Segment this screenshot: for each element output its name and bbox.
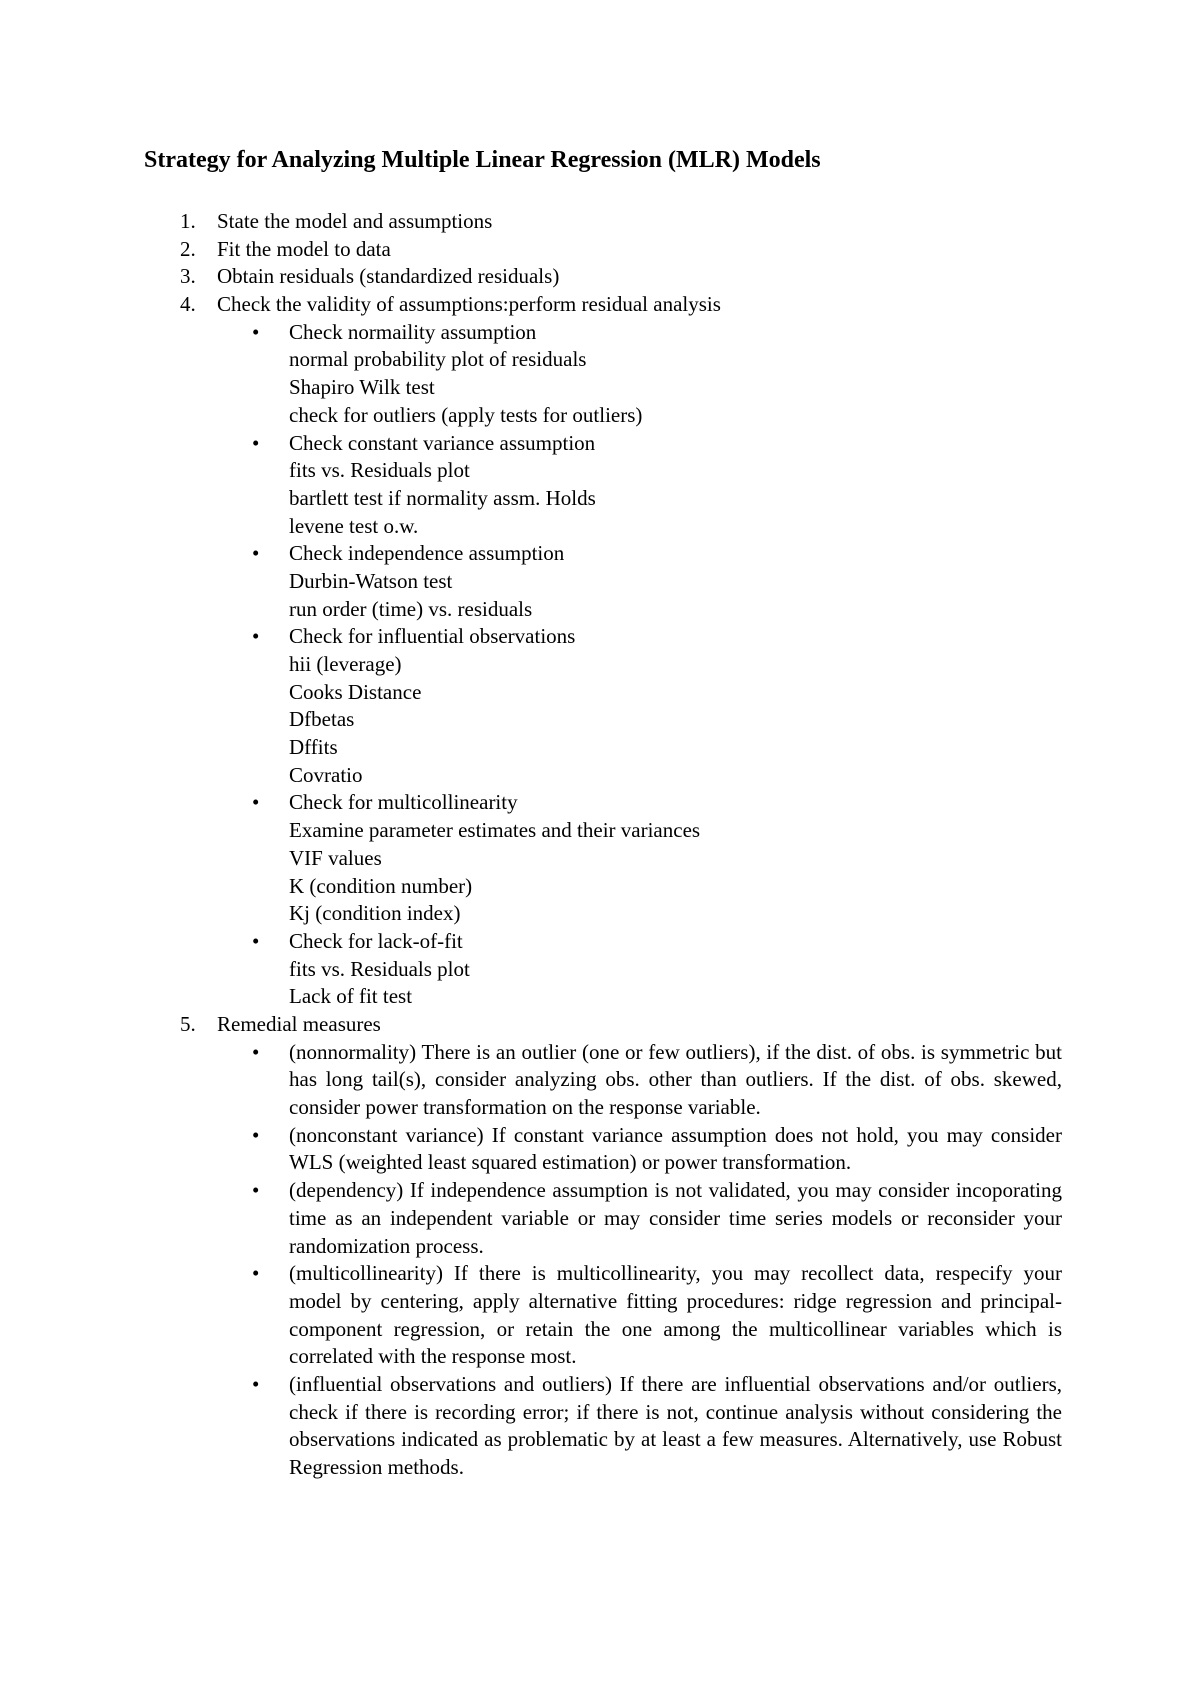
check-group-constant-variance bbox=[0, 430, 1200, 541]
check-item bbox=[0, 956, 1200, 984]
remedy-item bbox=[252, 1371, 1062, 1482]
step-text: Check the validity of assumptions:perform residual analysis bbox=[217, 292, 721, 317]
check-heading bbox=[0, 319, 1200, 347]
bullet-icon: • bbox=[252, 319, 260, 344]
remedy-item bbox=[252, 1177, 1062, 1260]
bullet-icon: • bbox=[252, 1039, 260, 1064]
check-group-lack-of-fit bbox=[0, 928, 1200, 1011]
check-item-text: Dfbetas bbox=[289, 707, 355, 732]
step-5 bbox=[0, 1011, 1200, 1039]
check-heading bbox=[0, 623, 1200, 651]
check-item bbox=[0, 402, 1200, 430]
check-item bbox=[0, 485, 1200, 513]
step-number: 1. bbox=[180, 209, 196, 233]
check-item bbox=[0, 873, 1200, 901]
check-item bbox=[0, 983, 1200, 1011]
check-heading bbox=[0, 789, 1200, 817]
check-item bbox=[0, 568, 1200, 596]
check-heading bbox=[0, 540, 1200, 568]
remedy-text: (nonconstant variance) If constant variance assumption does not hold, you may consider WLS (weighted least squared estimation) or power transformation. bbox=[289, 1122, 1062, 1175]
check-heading-text: Check for lack-of-fit bbox=[289, 928, 463, 953]
check-item-text: Lack of fit test bbox=[289, 984, 413, 1009]
step-number: 5. bbox=[180, 1011, 196, 1036]
bullet-icon: • bbox=[252, 624, 260, 649]
check-group-independence bbox=[0, 540, 1200, 623]
check-group-influential bbox=[0, 623, 1200, 789]
check-heading-text: Check constant variance assumption bbox=[289, 430, 596, 455]
bullet-icon: • bbox=[252, 541, 260, 566]
check-item bbox=[0, 762, 1200, 790]
check-item bbox=[0, 734, 1200, 762]
check-item bbox=[0, 706, 1200, 734]
remedy-text: (nonnormality) There is an outlier (one or few outliers), if the dist. of obs. is symmetric but has long tail(s), consider analyzing obs. other than outliers. If the dist. of obs. skewed, consider power transformation on the response variable. bbox=[289, 1039, 1062, 1120]
check-item bbox=[0, 513, 1200, 541]
step-text: Remedial measures bbox=[217, 1011, 381, 1036]
check-heading bbox=[0, 430, 1200, 458]
check-item-text: normal probability plot of residuals bbox=[289, 347, 587, 372]
check-item bbox=[0, 817, 1200, 845]
check-heading-text: Check normaility assumption bbox=[289, 319, 537, 344]
remedy-text: (dependency) If independence assumption is not validated, you may consider incoporating time as an independent variable or may consider time series models or reconsider your randomization process. bbox=[289, 1178, 1062, 1258]
remedy-item bbox=[252, 1039, 1062, 1122]
bullet-icon: • bbox=[252, 1122, 260, 1147]
check-group-normality bbox=[0, 319, 1200, 430]
check-item-text: run order (time) vs. residuals bbox=[289, 596, 533, 621]
check-item-text: check for outliers (apply tests for outliers) bbox=[289, 402, 643, 427]
check-item bbox=[0, 679, 1200, 707]
check-item-text: Examine parameter estimates and their variances bbox=[289, 818, 701, 843]
document-title: Strategy for Analyzing Multiple Linear Regression (MLR) Models bbox=[144, 147, 821, 173]
bullet-icon: • bbox=[252, 790, 260, 815]
check-item-text: VIF values bbox=[289, 845, 382, 870]
check-item bbox=[0, 596, 1200, 624]
remedy-item bbox=[252, 1122, 1062, 1177]
check-item bbox=[0, 900, 1200, 928]
check-item-text: Dffits bbox=[289, 735, 338, 760]
check-item-text: Shapiro Wilk test bbox=[289, 375, 435, 400]
step-2 bbox=[0, 236, 1200, 264]
check-item bbox=[0, 457, 1200, 485]
remedy-item bbox=[252, 1260, 1062, 1371]
check-item bbox=[0, 374, 1200, 402]
bullet-icon: • bbox=[252, 430, 260, 455]
bullet-icon: • bbox=[252, 1261, 260, 1286]
step-1 bbox=[0, 208, 1200, 236]
check-heading-text: Check independence assumption bbox=[289, 541, 565, 566]
check-item-text: Cooks Distance bbox=[289, 679, 422, 704]
check-item-text: hii (leverage) bbox=[289, 652, 402, 676]
check-item-text: Kj (condition index) bbox=[289, 901, 461, 926]
check-heading bbox=[0, 928, 1200, 956]
check-item-text: K (condition number) bbox=[289, 873, 473, 898]
check-item bbox=[0, 845, 1200, 873]
step-number: 4. bbox=[180, 292, 196, 317]
strategy-list bbox=[0, 208, 1200, 1482]
check-group-multicollinearity bbox=[0, 789, 1200, 927]
check-heading-text: Check for influential observations bbox=[289, 624, 576, 649]
bullet-icon: • bbox=[252, 928, 260, 953]
step-text: State the model and assumptions bbox=[217, 209, 493, 233]
step-3 bbox=[0, 263, 1200, 291]
step-number: 3. bbox=[180, 264, 196, 289]
check-item-text: fits vs. Residuals plot bbox=[289, 458, 470, 483]
check-item-text: fits vs. Residuals plot bbox=[289, 956, 470, 981]
step-4 bbox=[0, 291, 1200, 319]
bullet-icon: • bbox=[252, 1372, 260, 1397]
bullet-icon: • bbox=[252, 1178, 260, 1203]
check-heading-text: Check for multicollinearity bbox=[289, 790, 518, 815]
check-item bbox=[0, 346, 1200, 374]
check-item-text: bartlett test if normality assm. Holds bbox=[289, 485, 596, 510]
step-text: Fit the model to data bbox=[217, 236, 391, 261]
check-item-text: levene test o.w. bbox=[289, 513, 419, 538]
step-text: Obtain residuals (standardized residuals) bbox=[217, 264, 560, 289]
remedy-text: (multicollinearity) If there is multicollinearity, you may recollect data, respecify your model by centering, apply alternative fitting procedures: ridge regression and principal-component regression, or retain the one among the multicollinear variables which is correlated with the response most. bbox=[289, 1261, 1062, 1369]
check-item-text: Covratio bbox=[289, 762, 363, 787]
check-item-text: Durbin-Watson test bbox=[289, 568, 453, 593]
remedy-text: (influential observations and outliers) If there are influential observations and/or outliers, check if there is recording error; if there is not, continue analysis without considering the observations indicated as problematic by at least a few measures. Alternatively, use Robust Regression methods. bbox=[289, 1372, 1062, 1480]
check-item bbox=[0, 651, 1200, 679]
step-number: 2. bbox=[180, 236, 196, 261]
